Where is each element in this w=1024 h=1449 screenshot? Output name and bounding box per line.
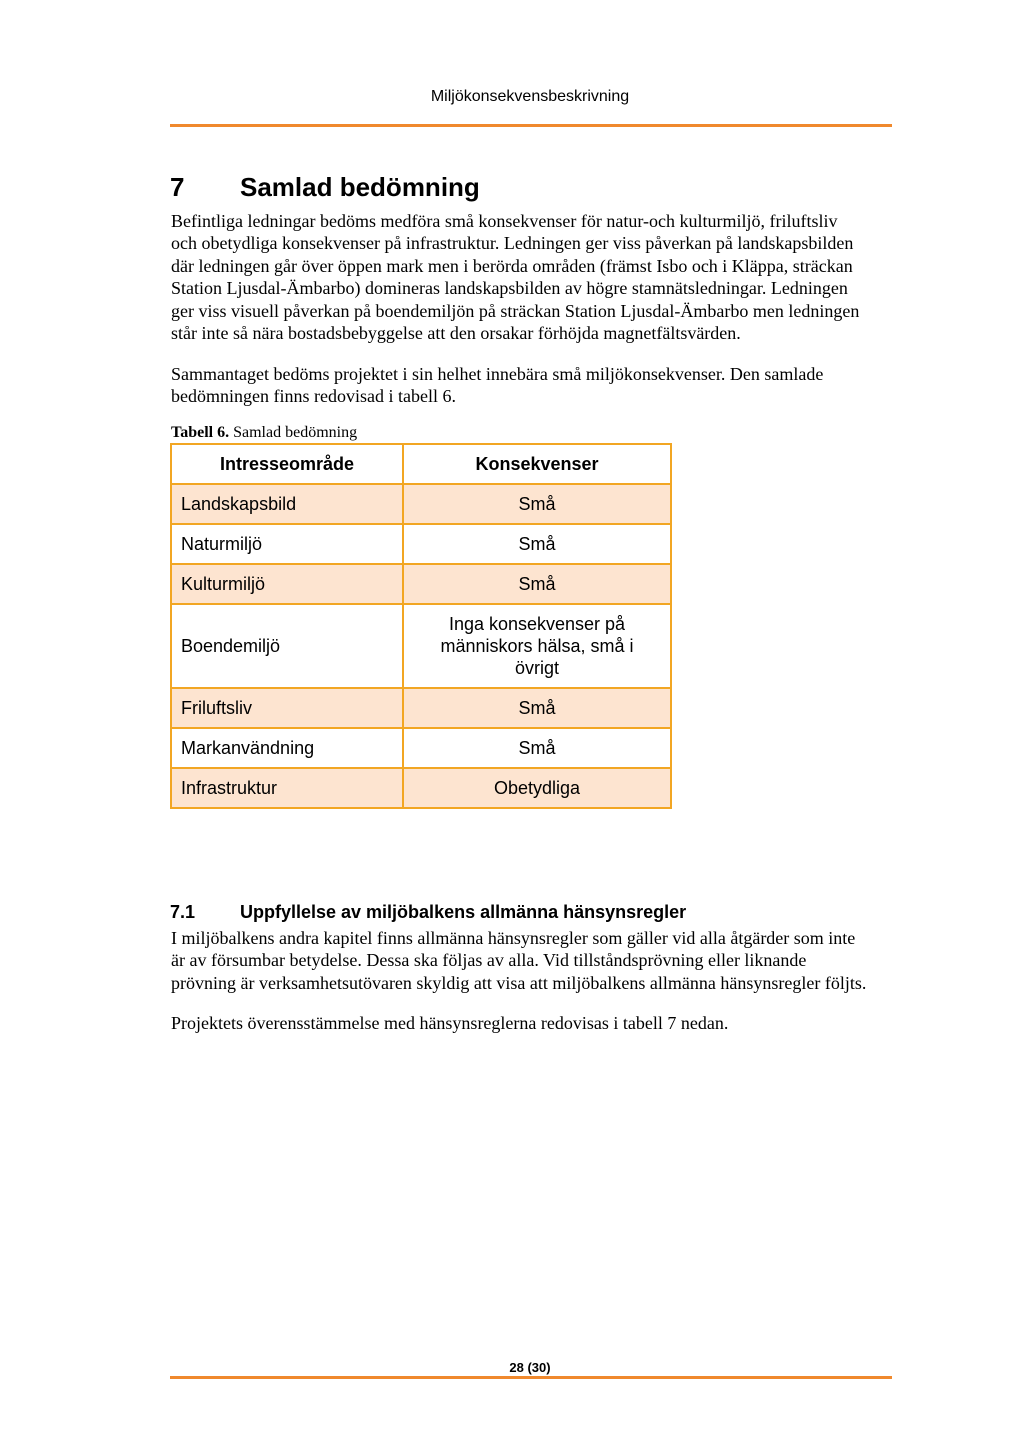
consequence-cell: Små — [403, 688, 671, 728]
consequence-line: Inga konsekvenser på — [448, 614, 626, 634]
subsection-number: 7.1 — [170, 902, 196, 922]
consequence-line: människors hälsa, små i — [440, 636, 634, 656]
section-number: 7 — [170, 172, 185, 202]
area-cell: Markanvändning — [171, 728, 403, 768]
text-line: där ledningen går över öppen mark men i berörda områden (främst Isbo och i Kläppa, sträckan — [171, 255, 853, 276]
header-divider — [170, 124, 892, 127]
table-row — [171, 728, 671, 768]
column-header: Intresseområde — [171, 444, 403, 484]
table-row — [171, 524, 671, 564]
consequence-line: övrigt — [514, 658, 559, 678]
column-header: Konsekvenser — [403, 444, 671, 484]
text-line: bedömningen finns redovisad i tabell 6. — [171, 386, 456, 407]
document-header-title: Miljökonsekvensbeskrivning — [430, 88, 630, 105]
summary-paragraph — [171, 363, 906, 408]
consequence-cell: Små — [403, 728, 671, 768]
consequence-cell: Obetydliga — [403, 768, 671, 808]
footer-divider — [170, 1376, 892, 1379]
section-title: Samlad bedömning — [240, 172, 480, 202]
text-line: ger viss visuell påverkan på boendemiljön på sträckan Station Ljusdal-Ämbarbo men ledningen — [171, 300, 860, 321]
text-line: är av försumbar betydelse. Dessa ska följas av alla. Vid tillståndsprövning eller liknande — [171, 950, 807, 971]
area-cell: Friluftsliv — [171, 688, 403, 728]
table-row — [171, 768, 671, 808]
area-cell: Landskapsbild — [171, 484, 403, 524]
table-caption-text: Samlad bedömning — [229, 424, 358, 441]
table-caption — [171, 424, 357, 442]
consequence-cell: Små — [403, 484, 671, 524]
table-row — [171, 604, 671, 688]
text-line: I miljöbalkens andra kapitel finns allmänna hänsynsregler som gäller vid alla åtgärder som inte — [171, 928, 856, 948]
text-line: prövning är verksamhetsutövaren skyldig att visa att miljöbalkens allmänna hänsynsregler följts. — [171, 972, 867, 993]
table-row — [171, 564, 671, 604]
page-number: 28 (30) — [509, 1360, 551, 1375]
text-line: Befintliga ledningar bedöms medföra små konsekvenser för natur-och kulturmiljö, friluftsliv — [171, 211, 838, 231]
subsection-paragraph — [171, 927, 906, 994]
section-paragraph — [171, 210, 906, 344]
subsection-title: Uppfyllelse av miljöbalkens allmänna hänsynsregler — [240, 902, 687, 922]
area-cell: Infrastruktur — [171, 768, 403, 808]
table-row — [171, 688, 671, 728]
table-header-row — [171, 444, 671, 484]
subsection-paragraph-2: Projektets överensstämmelse med hänsynsreglerna redovisas i tabell 7 nedan. — [171, 1013, 729, 1033]
consequence-cell: Små — [403, 524, 671, 564]
table-row — [171, 484, 671, 524]
text-line: står inte så nära bostadsbebyggelse att den orsakar förhöjda magnetfältsvärden. — [171, 323, 741, 344]
area-cell: Boendemiljö — [171, 604, 403, 688]
consequence-cell: Små — [403, 564, 671, 604]
text-line: och obetydliga konsekvenser på infrastruktur. Ledningen ger viss påverkan på landskapsbilden — [171, 233, 854, 254]
area-cell: Kulturmiljö — [171, 564, 403, 604]
table-caption-label: Tabell 6. — [171, 424, 230, 441]
text-line: Sammantaget bedöms projektet i sin helhet innebära små miljökonsekvenser. Den samlade — [171, 364, 824, 384]
consequence-cell — [403, 604, 671, 688]
assessment-table — [170, 443, 672, 809]
area-cell: Naturmiljö — [171, 524, 403, 564]
text-line: Station Ljusdal-Ämbarbo) domineras landskapsbilden av högre stamnätsledningar. Ledningen — [171, 278, 848, 299]
